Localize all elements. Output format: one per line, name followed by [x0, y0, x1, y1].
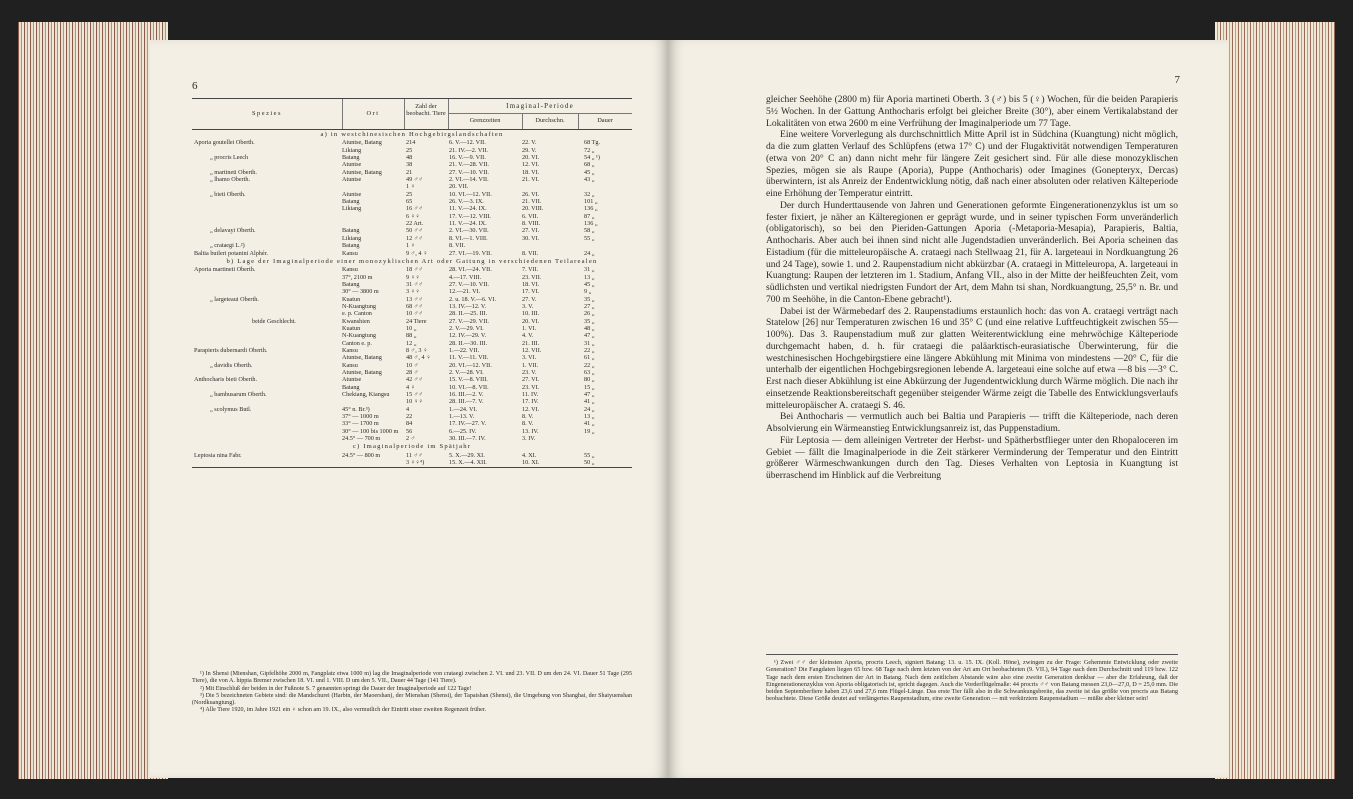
cell-average: 27. V.: [522, 295, 537, 303]
cell-duration: 68 Tg.: [584, 139, 601, 147]
cell-range: 26. V.—3. IX.: [449, 198, 484, 206]
cell-range: 2. VI.—30. VII.: [449, 227, 489, 235]
cell-average: 13. IV.: [522, 427, 539, 435]
cell-count: 88 „: [406, 332, 417, 340]
paragraph: Dabei ist der Wärmebedarf des 2. Raupenstadiums erstaunlich hoch: das von A. crataegi verträgt nach Statelow [26] nur Temperaturen zwischen 16 und 35° C (und eine relative Luftfeuchtigkeit zwischen 55—100%). Das 3. Raupenstadium muß zur glatten Weiterentwicklung eine mehrwöchige Kälteperiode durchgemacht haben, d. h. für crataegi die paläarktisch-eurasiatische Überwinterung, für die westchinesischen Hochgebirgstiere eine längere Abkühlung mit Minima von mindestens —20° C, für die unterhalb der eigentlichen Hochgebirgsregionen lebende A. largeteaui eine solche auf etwa —8 bis —3° C. Erst nach dieser Abkühlung ist eine Abkürzung der Jugendentwicklung durch Wärme möglich. Die nach ihr einsetzende Reaktionsbereitschaft gegenüber steigender Wärme zeigt die Tabelle des Entwicklungsverlaufs mitteleuropäischer A. crataegi S. 46.: [766, 305, 1178, 411]
cell-count: 42 ♂♂: [406, 376, 424, 384]
cell-location: 30° — 3800 m: [342, 288, 379, 296]
cell-duration: 27 „: [584, 302, 595, 310]
table-row: [192, 250, 632, 257]
cell-average: 22. V.: [522, 139, 537, 147]
cell-duration: 47 „: [584, 391, 595, 399]
cell-location: 30° — 100 bis 1000 m: [342, 427, 399, 435]
cell-count: 2 ♂: [406, 435, 416, 443]
table-row: [192, 242, 632, 249]
cell-range: 30. III.—7. IV.: [449, 435, 486, 443]
cell-count: 22 Art.: [406, 220, 424, 228]
footnote-2: ²) Mit Einschluß der beiden in der Fußnote S. 7 genannten springt die Dauer der Imaginalperiode auf 122 Tage!: [200, 685, 472, 692]
table-row: [192, 183, 632, 190]
col-zahl: Zahl der beobacht. Tiere: [406, 103, 446, 117]
cell-location: Atuntse: [342, 376, 362, 384]
cell-duration: 50 „: [584, 459, 595, 467]
table-row: [192, 176, 632, 183]
table-row: [192, 459, 632, 466]
cell-range: 6. V.—12. VII.: [449, 139, 486, 147]
cell-count: 13 ♂♂: [406, 295, 424, 303]
cell-range: 27. V.—10. VII.: [449, 168, 489, 176]
table-row: [192, 376, 632, 383]
cell-species: „ delavayi Oberth.: [210, 227, 256, 235]
cell-average: 10. XI.: [522, 459, 540, 467]
cell-range: 10. VI.—8. VII.: [449, 383, 489, 391]
cell-duration: 22 „: [584, 346, 595, 354]
col-durchschn: Durchschn.: [535, 117, 565, 124]
cell-location: Atuntse, Batang: [342, 369, 382, 376]
cell-average: 12. VII.: [522, 346, 542, 354]
cell-location: Batang: [342, 198, 360, 206]
cell-location: Likiang: [342, 205, 362, 213]
cell-count: 4 ♀: [406, 383, 416, 391]
cell-average: 30. VI.: [522, 234, 540, 242]
cell-count: 31 ♂♂: [406, 280, 424, 288]
cell-duration: 13 „: [584, 273, 595, 281]
table-row: [192, 213, 632, 220]
table-row: [192, 398, 632, 405]
paragraph: gleicher Seehöhe (2800 m) für Aporia martineti Oberth. 3 (♂) bis 5 (♀) Wochen, für die beiden Parapieris 5½ Wochen. In der Gattung Anthocharis erfolgt bei gleicher Breite (30°), aber einem Vertikalabstand der Lokalitäten von etwa 2600 m eine Verfrühung der Imaginalperiode um 77 Tage.: [766, 94, 1178, 129]
cell-count: 15 ♂♂: [406, 391, 424, 399]
table-row: [192, 347, 632, 354]
table-row: [192, 303, 632, 310]
cell-location: Kansu: [342, 346, 358, 354]
paragraph: Eine weitere Vorverlegung als durchschnittlich Mitte April ist in Südchina (Kuangtung) nicht möglich, da die zum glatten Verlauf des Schlüpfens (etwa 17° C) und der Flugaktivität notwendigen Temperaturen (etwa von 20° C an) dann nicht mehr für längere Zeit gesichert sind. Für alle diese monozyklischen Spezies, mögen sie als Raupe (Aporia), Puppe (Anthocharis) oder Imagines (Gonepteryx, Dercas) überwintern, ist als Anreiz der Endentwicklung nötig, daß nach einer absoluten oder relativen Kälteperiode eine Erhöhung der Temperatur eintritt.: [766, 129, 1178, 199]
table-row: [192, 296, 632, 303]
cell-range: 2. V.—28. VI.: [449, 369, 484, 376]
table-row: [192, 191, 632, 198]
cell-duration: 24 „: [584, 249, 595, 257]
cell-range: 10. VI.—12. VII.: [449, 190, 492, 198]
cell-range: 15. V.—8. VIII.: [449, 376, 488, 384]
footnote-3: ³) Die 5 bezeichneten Gebiete sind: die Mandschurei (Harbin, der Maoershan), der Mienshan (Shensi), der Tapaishan (Shensi), die Umgebung von Shanghai, der Shaiyuenshan (Nordkuangtung).: [192, 692, 632, 707]
cell-duration: 63 „: [584, 369, 595, 376]
cell-location: 24.5° — 700 m: [342, 435, 381, 443]
cell-count: 214: [406, 139, 416, 147]
cell-species: „ largeteaui Oberth.: [210, 295, 259, 303]
cell-range: 2. V.—29. VI.: [449, 324, 484, 332]
cell-duration: 54 „ ¹): [584, 154, 600, 162]
cell-average: 6. VII.: [522, 212, 539, 220]
cell-duration: 45 „: [584, 280, 595, 288]
cell-count: 6 ♀♀: [406, 212, 420, 220]
cell-average: 7. VII.: [522, 266, 539, 274]
cell-count: 68 ♂♂: [406, 302, 424, 310]
cell-duration: 9 „: [584, 288, 592, 296]
table-row: [192, 325, 632, 332]
cell-count: 48: [406, 154, 413, 162]
cell-range: 2. u. 18. V.—6. VI.: [449, 295, 497, 303]
cell-count: 3 ♀♀⁴): [406, 459, 425, 467]
cell-duration: 24 „: [584, 405, 595, 413]
table-row: [192, 354, 632, 361]
table-row: [192, 340, 632, 347]
table-row: [192, 413, 632, 420]
cell-range: 12. IV.—29. V.: [449, 332, 487, 340]
cell-range: 5. X.—29. XI.: [449, 451, 485, 459]
cell-location: Kansu: [342, 249, 358, 257]
table-row: [192, 154, 632, 161]
table-footnotes: [192, 671, 632, 715]
table-row: [192, 435, 632, 442]
cell-range: 16. V.—9. VII.: [449, 154, 486, 162]
cell-duration: 47 „: [584, 332, 595, 340]
footnote-4: ⁴) Alle Tiere 1920, im Jahre 1921 ein ♀ schon am 19. IX., also vermutlich der Eintritt einer zweiten Regenzeit früher.: [200, 707, 487, 714]
cell-average: 21. VII.: [522, 198, 542, 206]
cell-range: 1.—22. VII.: [449, 346, 480, 354]
cell-location: Kuatun: [342, 324, 361, 332]
cell-count: 12 ♂♂: [406, 234, 424, 242]
table-row: [192, 227, 632, 234]
cell-average: 23. VII.: [522, 273, 542, 281]
page-footnote: [766, 654, 1178, 703]
cell-species: „ bieti Oberth.: [210, 190, 246, 198]
table-row: [192, 161, 632, 168]
cell-count: 9 ♀♀: [406, 273, 420, 281]
paragraph: Der durch Hunderttausende von Jahren und Generationen geformte Eingenerationenzyklus ist um so fester fixiert, je näher an Kälteregionen er geprägt wurde, und in seiner typischen Form unveränderlich (obligatorisch), so bei den Pieriden-Gattungen Aporia (-Metaporia-Mesapia), Parapieris, Baltia, Anthocharis. Aber auch bei ihnen sind nicht alle Jugendstadien unveränderlich. Bei Aporia scheinen das Eistadium (für die mitteleuropäische A. crataegi nach Stellwaag 21, für A. largeteaui in Nordkuangtung 26 und 24 Tage), sowie 1. und 2. Raupenstadium nicht abkürzbar (A. crataegi in Mitteleuropa, A. largeteaui in Kuangtung: Raupen der letzteren im 1. Stadium, Anfang VII., also in der Mitte der heißfeuchten Zeit, vom südlichsten und vertikal niedrigsten Fundort der Art, dem Mahn tsi shan, Nordkuangtung, 25,5° n. Br. und 700 m Seehöhe, in die Canton-Ebene gebracht¹).: [766, 199, 1178, 305]
cell-location: Batang: [342, 383, 360, 391]
col-spezies: Spezies: [251, 110, 283, 117]
cell-species: Leptosia nina Fabr.: [194, 451, 242, 459]
cell-range: 4.—17. VIII.: [449, 273, 482, 281]
cell-species: „ davidis Oberth.: [210, 361, 253, 369]
cell-duration: 35 „: [584, 295, 595, 303]
table-row: [192, 274, 632, 281]
cell-duration: 45 „: [584, 168, 595, 176]
cell-range: 28. III.—7. V.: [449, 398, 484, 406]
cell-count: 38: [406, 161, 413, 169]
cell-species: Parapieris dubernardi Oberth.: [194, 346, 268, 354]
cell-range: 2. VI.—14. VII.: [449, 176, 489, 184]
table-row: [192, 428, 632, 435]
cell-average: 17. VI.: [522, 288, 540, 296]
cell-duration: 58 „: [584, 227, 595, 235]
cell-range: 28. II.—25. III.: [449, 310, 488, 318]
cell-duration: 55 „: [584, 451, 595, 459]
cell-location: Likiang: [342, 146, 362, 154]
cell-duration: 31 „: [584, 266, 595, 274]
cell-range: 28. VI.—24. VII.: [449, 266, 492, 274]
right-page-edges: [1215, 22, 1335, 779]
cell-range: 8. VII.: [449, 242, 466, 250]
cell-average: 20. VIII.: [522, 205, 544, 213]
cell-average: 11. IV.: [522, 391, 539, 399]
page-number: 6: [192, 80, 198, 92]
cell-location: Chekiang, Kiangsu: [342, 391, 390, 399]
cell-duration: 35 „: [584, 317, 595, 325]
cell-range: 11. V.—11. VII.: [449, 354, 489, 362]
cell-species: „ bambusarum Oberth.: [210, 391, 267, 399]
cell-count: 8 ♂, 3 ♀: [406, 346, 428, 354]
cell-average: 27. VI.: [522, 227, 540, 235]
table-row: [192, 205, 632, 212]
cell-location: Atuntse: [342, 176, 362, 184]
cell-average: 1. VI.: [522, 324, 537, 332]
cell-duration: 72 „: [584, 146, 595, 154]
cell-duration: 136 „: [584, 220, 598, 228]
cell-count: 24 Tiere: [406, 317, 427, 325]
cell-range: 11. V.—24. IX.: [449, 220, 487, 228]
right-page: [668, 40, 1228, 778]
cell-count: 10 ♀♀: [406, 398, 424, 406]
cell-species: Anthocharis bieti Oberth.: [194, 376, 258, 384]
cell-duration: 41 „: [584, 420, 595, 428]
table-row: [192, 452, 632, 459]
cell-location: Atuntse: [342, 190, 362, 198]
cell-location: 33° — 1700 m: [342, 420, 379, 428]
cell-average: 21. VI.: [522, 176, 540, 184]
cell-duration: 41 „: [584, 398, 595, 406]
cell-species: Aporia martineti Oberth.: [194, 266, 256, 274]
cell-count: 10 ♂: [406, 361, 419, 369]
imaginal-period-table: [192, 98, 632, 468]
cell-range: 11. V.—24. IX.: [449, 205, 487, 213]
cell-count: 22: [406, 413, 413, 421]
left-page: [150, 40, 668, 778]
cell-average: 20. VI.: [522, 317, 540, 325]
cell-average: 21. III.: [522, 339, 540, 347]
cell-range: 16. III.—2. V.: [449, 391, 484, 399]
cell-count: 48 ♂, 4 ♀: [406, 354, 431, 362]
cell-count: 56: [406, 427, 413, 435]
cell-average: 12. VI.: [522, 161, 540, 169]
cell-average: 1. VII.: [522, 361, 539, 369]
cell-range: 15. X.—4. XII.: [449, 459, 487, 467]
cell-range: 1.—13. V.: [449, 413, 475, 421]
paragraph: Für Leptosia — dem alleinigen Vertreter der Herbst- und Spätherbstflieger unter den Rhopaloceren im Gebiet — fällt die Imaginalperiode in die Zeit stärkerer Verminderung der Temperatur und den Eintritt größerer Wärmeschwankungen durch den Tag. Dieses Verhalten von Leptosia in Kuangtung ist überraschend im Hinblick auf die Verbreitung: [766, 434, 1178, 481]
cell-count: 16 ♂♂: [406, 205, 424, 213]
cell-range: 13. IV.—12. V.: [449, 302, 487, 310]
table-row: [192, 391, 632, 398]
cell-range: 17. V.—12. VIII.: [449, 212, 491, 220]
cell-range: 27. V.—10. VII.: [449, 280, 489, 288]
cell-average: 8. VIII.: [522, 220, 541, 228]
cell-duration: 43 „: [584, 176, 595, 184]
cell-location: Atuntse, Batang: [342, 139, 382, 147]
col-ort: Ort: [366, 110, 380, 117]
section-c-heading: c) Imaginalperiode im Spätjahr: [352, 443, 472, 451]
cell-location: Batang: [342, 227, 360, 235]
cell-location: Kuatun: [342, 295, 361, 303]
cell-range: 8. VI.—1. VIII.: [449, 234, 488, 242]
cell-count: 9 ♂, 4 ♀: [406, 249, 428, 257]
cell-count: 21: [406, 168, 413, 176]
cell-species: beide Geschlecht.: [252, 317, 296, 325]
table-row: [192, 169, 632, 176]
cell-count: 25: [406, 190, 413, 198]
footnote-1: ¹) In Shensi (Mienshan, Gipfelhöhe 2000 m, Fangplatz etwa 1000 m) lag die Imaginalperiode von crataegi zwischen 2. VI. und 23. VII. D um den 24. VI. Dauer 51 Tage (295 Tiere), die von A. hippia Bremer zwischen 18. VI. und 1. VIII. D um den 5. VII., Dauer 44 Tage (141 Tiere).: [192, 671, 632, 685]
cell-count: 84: [406, 420, 413, 428]
page-number: 7: [1174, 74, 1180, 86]
cell-average: 17. IV.: [522, 398, 539, 406]
table-row: [192, 310, 632, 317]
cell-species: Aporia goutellei Oberth.: [194, 139, 255, 147]
cell-location: Atuntse, Batang: [342, 168, 382, 176]
cell-count: 65: [406, 198, 413, 206]
cell-average: 23. V.: [522, 369, 537, 376]
paragraph: Bei Anthocharis — vermutlich auch bei Baltia und Parapieris — trifft die Kälteperiode, nach deren Absolvierung ein Wärmeanstieg Entwicklungsanreiz ist, das Puppenstadium.: [766, 411, 1178, 434]
cell-location: Canton e. p.: [342, 339, 372, 347]
cell-location: N-Kuangtung: [342, 302, 377, 310]
cell-duration: 19 „: [584, 427, 595, 435]
table-row: [192, 147, 632, 154]
section-a-heading: a) in westchinesischen Hochgebirgslandschaften: [320, 131, 504, 138]
cell-duration: 13 „: [584, 413, 595, 421]
cell-average: 20. VI.: [522, 154, 540, 162]
cell-average: 8. VII.: [522, 249, 539, 257]
cell-species: Baltia butleri potanini Alphér.: [194, 249, 268, 257]
table-row: [192, 384, 632, 391]
cell-range: 6.—25. IV.: [449, 427, 477, 435]
cell-location: Likiang: [342, 234, 362, 242]
cell-count: 10 ♂♂: [406, 310, 424, 318]
cell-average: 3. V.: [522, 302, 534, 310]
cell-average: 4. XI.: [522, 451, 537, 459]
cell-location: 37° — 1000 m: [342, 413, 379, 421]
cell-location: Batang: [342, 280, 360, 288]
table-row: [192, 420, 632, 427]
cell-location: 24.5° — 800 m: [342, 451, 381, 459]
cell-location: 37°, 2100 m: [342, 273, 373, 281]
footnote-text: ¹) Zwei ♂♂ der kleinsten Aporia, procris Leech, signiert Batang; 13. u. 15. IX. (Koll. Höne), zwingen zu der Frage: Gehemmte Entwicklung oder zweite Generation? Die Fangdaten liegen 65 bzw. 68 Tage nach dem letzten von der Art am Ort beobachteten (9. VII.), 94 Tage nach dem Durchschnitt und 119 bzw. 122 Tage nach dem ersten Erscheinen der Art in Batang. Nach dem zeitlichen Abstande wäre also eine zweite Generation denkbar — aber die Erfahrung, daß der Eingenerationenzyklus von Aporia obligatorisch ist, spricht dagegen. Auch die Vorderflügelmaße: 44 procris ♂♂ von Batang messen 23,0—27,0, D = 25,0 mm. Die beiden Septemberfiere haben 23,6 und 27,6 mm Flügel-Länge. Das erste Tier fällt also in die Schwankungsbreite, das zweite ist das größte von procris aus Batang beobachtete. Diese Größe deutet auf verlängertes Raupenstadium, eine zweite Generation — mit verkürztem Raupenstadium — müßte aber kleiner sein!: [766, 659, 1178, 703]
cell-average: 27. VI.: [522, 376, 540, 384]
cell-range: 20. VI.—12. VII.: [449, 361, 492, 369]
cell-duration: 31 „: [584, 339, 595, 347]
col-grenzzeiten: Grenzzeiten: [469, 117, 501, 124]
cell-range: 12.—21. VI.: [449, 288, 481, 296]
cell-count: 11 ♂♂: [406, 451, 423, 459]
cell-duration: 48 „: [584, 324, 595, 332]
cell-range: 1.—24. VI.: [449, 405, 478, 413]
table-row: [192, 139, 632, 146]
table-header: [192, 99, 632, 130]
cell-average: 12. VI.: [522, 405, 540, 413]
cell-range: 28. II.—30. III.: [449, 339, 488, 347]
cell-count: 3 ♀♀: [406, 288, 420, 296]
cell-duration: 136 „: [584, 205, 598, 213]
cell-species: „ crataegi L.²): [210, 242, 245, 250]
cell-location: Kwanshien: [342, 317, 370, 325]
cell-location: Kansu: [342, 361, 358, 369]
cell-count: 49 ♂♂: [406, 176, 424, 184]
body-text: [766, 94, 1178, 482]
cell-location: Batang: [342, 154, 360, 162]
left-page-edges: [18, 22, 168, 779]
cell-duration: 87 „: [584, 212, 595, 220]
cell-range: 27. VI.—19. VII.: [449, 249, 492, 257]
cell-count: 12 „: [406, 339, 417, 347]
cell-duration: 15 „: [584, 383, 595, 391]
cell-average: 4. V.: [522, 332, 534, 340]
col-dauer: Dauer: [597, 117, 613, 124]
table-row: [192, 362, 632, 369]
cell-count: 1 ♀: [406, 242, 416, 250]
cell-species: „ lhamo Oberth.: [210, 176, 251, 184]
cell-average: 3. IV.: [522, 435, 536, 443]
cell-average: 3. VI.: [522, 354, 537, 362]
cell-duration: 101 „: [584, 198, 598, 206]
cell-location: Kansu: [342, 266, 358, 274]
cell-location: 45° n. Br.³): [342, 405, 370, 413]
cell-duration: 32 „: [584, 190, 595, 198]
cell-average: 18. VI.: [522, 280, 540, 288]
cell-species: „ scolymus Butl.: [210, 405, 252, 413]
cell-count: 50 ♂♂: [406, 227, 424, 235]
cell-duration: 22 „: [584, 361, 595, 369]
cell-average: 29. V.: [522, 146, 537, 154]
cell-location: Batang: [342, 242, 360, 250]
cell-duration: 61 „: [584, 354, 595, 362]
section-b-heading: b) Lage der Imaginalperiode einer monozyklischen Art oder Gattung in verschiedenen Teilarealen: [226, 257, 598, 265]
cell-count: 25: [406, 146, 413, 154]
table-row: [192, 406, 632, 413]
cell-range: 27. V.—29. VII.: [449, 317, 489, 325]
cell-count: 10 „: [406, 324, 417, 332]
table-row: [192, 288, 632, 295]
cell-duration: 68 „: [584, 161, 595, 169]
cell-location: Atuntse: [342, 161, 362, 169]
cell-location: e. p. Canton: [342, 310, 372, 318]
table-row: [192, 266, 632, 273]
table-row: [192, 198, 632, 205]
cell-range: 20. VII.: [449, 183, 469, 191]
cell-species: „ procris Leech: [210, 154, 249, 162]
cell-average: 8. V.: [522, 413, 534, 421]
cell-range: 17. IV.—27. V.: [449, 420, 487, 428]
cell-count: 1 ♀: [406, 183, 416, 191]
table-row: [192, 369, 632, 376]
cell-location: N-Kuangtung: [342, 332, 377, 340]
table-row: [192, 235, 632, 242]
table-row: [192, 281, 632, 288]
cell-range: 21. V.—28. VII.: [449, 161, 489, 169]
table-row: [192, 332, 632, 339]
table-row: [192, 318, 632, 325]
cell-count: 4: [406, 405, 410, 413]
cell-average: 8. V.: [522, 420, 534, 428]
cell-count: 28 ♂: [406, 369, 419, 376]
cell-average: 23. VI.: [522, 383, 540, 391]
cell-species: „ martineti Oberth.: [210, 168, 257, 176]
cell-location: Atuntse, Batang: [342, 354, 382, 362]
col-imaginal: Imaginal-Periode: [506, 102, 574, 110]
cell-range: 21. IV.—2. VII.: [449, 146, 488, 154]
cell-duration: 55 „: [584, 234, 595, 242]
cell-average: 18. VI.: [522, 168, 540, 176]
cell-average: 10. III.: [522, 310, 540, 318]
cell-average: 26. VI.: [522, 190, 540, 198]
cell-duration: 80 „: [584, 376, 595, 384]
cell-count: 18 ♂♂: [406, 266, 424, 274]
table-row: [192, 220, 632, 227]
cell-duration: 26 „: [584, 310, 595, 318]
